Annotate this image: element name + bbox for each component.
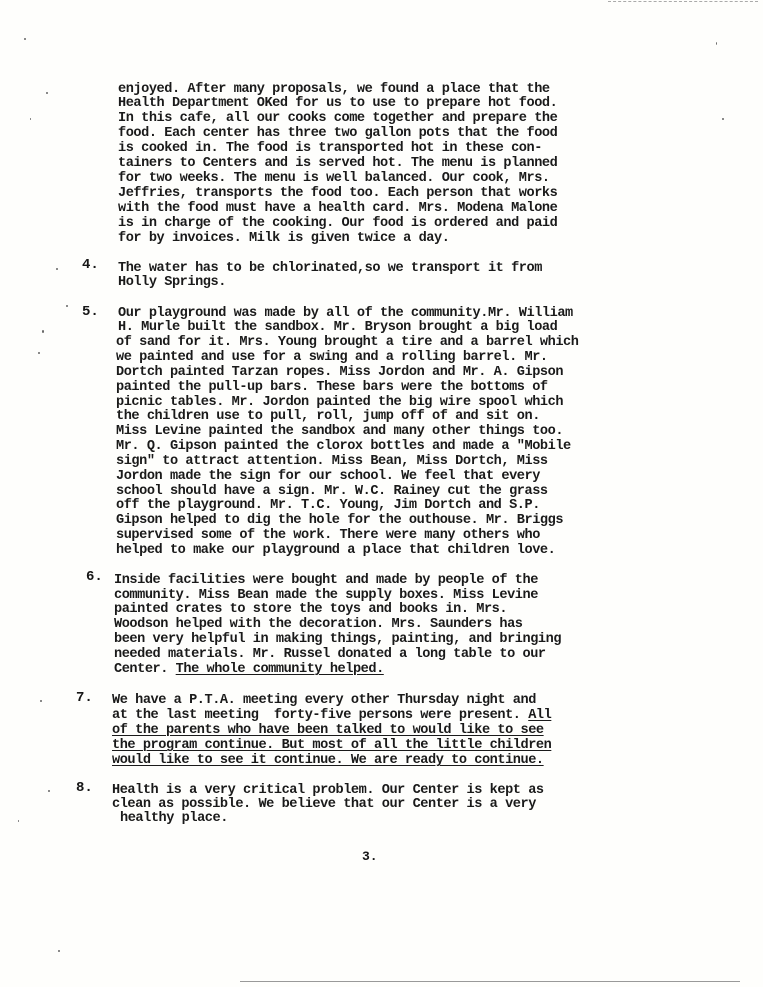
- item-number: 6.: [86, 569, 103, 585]
- text-line: school should have a sign. Mr. W.C. Rainey cut the grass: [116, 484, 548, 499]
- item-number: 4.: [82, 257, 99, 273]
- text-line: painted the pull-up bars. These bars were the bottoms of: [116, 380, 548, 395]
- text-line: helped to make our playground a place that children love.: [116, 543, 556, 558]
- underlined-text: the program continue. But most of all the little children: [112, 738, 552, 753]
- underlined-text: The whole community helped.: [175, 662, 384, 677]
- speck: [46, 92, 48, 94]
- speck: [30, 118, 31, 120]
- speck: [24, 38, 26, 40]
- text-line: In this cafe, all our cooks come together and prepare the: [118, 111, 558, 126]
- text-line: community. Miss Bean made the supply boxes. Miss Levine: [114, 588, 538, 603]
- speck: [38, 352, 40, 354]
- speck: [66, 305, 68, 307]
- text-line: the children use to pull, roll, jump off of and sit on.: [116, 409, 540, 424]
- speck: [48, 790, 50, 792]
- speck: [42, 330, 44, 333]
- item-number: 8.: [76, 780, 93, 796]
- text-line: of sand for it. Mrs. Young brought a tire and a barrel which: [116, 335, 579, 350]
- text-segment: at the last meeting forty-five persons were present.: [112, 708, 529, 723]
- text-line: for two weeks. The menu is well balanced. Our cook, Mrs.: [118, 171, 550, 186]
- text-line: Health Department OKed for us to use to prepare hot food.: [118, 96, 558, 111]
- text-line: for by invoices. Milk is given twice a day.: [118, 231, 450, 246]
- item-number: 7.: [76, 690, 93, 706]
- text-line: needed materials. Mr. Russel donated a long table to our: [114, 647, 546, 662]
- text-line: Dortch painted Tarzan ropes. Miss Jordon and Mr. A. Gipson: [116, 365, 564, 380]
- text-line: enjoyed. After many proposals, we found a place that the: [118, 82, 550, 97]
- underlined-text: of the parents who have been talked to would like to see: [112, 723, 544, 738]
- text-segment: Center.: [114, 662, 176, 677]
- speck: [18, 820, 19, 822]
- text-line: [114, 662, 384, 677]
- text-line: Miss Levine painted the sandbox and many other things too.: [116, 424, 564, 439]
- scan-edge-mark: [608, 1, 758, 2]
- text-line: H. Murle built the sandbox. Mr. Bryson brought a big load: [118, 320, 558, 335]
- text-line: Health is a very critical problem. Our Center is kept as: [112, 783, 544, 798]
- scan-edge-mark: [240, 981, 740, 982]
- text-line: healthy place.: [120, 811, 228, 826]
- text-line: Jeffries, transports the food too. Each person that works: [118, 186, 558, 201]
- text-line: is cooked in. The food is transported hot in these con-: [118, 141, 542, 156]
- speck: [716, 42, 717, 45]
- underlined-text: would like to see it continue. We are ready to continue.: [112, 753, 544, 768]
- page-number: 3.: [362, 849, 378, 864]
- text-line: [112, 708, 551, 723]
- text-line: Woodson helped with the decoration. Mrs. Saunders has: [114, 617, 523, 632]
- text-line: tainers to Centers and is served hot. The menu is planned: [118, 156, 558, 171]
- text-line: off the playground. Mr. T.C. Young, Jim Dortch and S.P.: [116, 498, 540, 513]
- text-line: clean as possible. We believe that our Center is a very: [112, 797, 536, 812]
- speck: [722, 118, 724, 120]
- text-line: Holly Springs.: [118, 275, 226, 290]
- text-line: Our playground was made by all of the community.Mr. William: [118, 306, 573, 321]
- underlined-text: All: [528, 708, 552, 723]
- text-line: Gipson helped to dig the hole for the outhouse. Mr. Briggs: [116, 513, 564, 528]
- text-line: is in charge of the cooking. Our food is ordered and paid: [118, 216, 558, 231]
- text-line: food. Each center has three two gallon pots that the food: [118, 126, 558, 141]
- speck: [58, 950, 60, 952]
- speck: [56, 268, 58, 270]
- text-line: The water has to be chlorinated,so we transport it from: [118, 261, 542, 276]
- text-line: picnic tables. Mr. Jordon painted the big wire spool which: [116, 395, 564, 410]
- text-line: We have a P.T.A. meeting every other Thursday night and: [112, 693, 536, 708]
- text-line: painted crates to store the toys and books in. Mrs.: [114, 602, 508, 617]
- text-line: Inside facilities were bought and made by people of the: [114, 573, 538, 588]
- text-line: been very helpful in making things, painting, and bringing: [114, 632, 562, 647]
- text-line: Mr. Q. Gipson painted the clorox bottles and made a "Mobile: [116, 439, 571, 454]
- text-line: we painted and use for a swing and a rolling barrel. Mr.: [116, 350, 548, 365]
- text-line: with the food must have a health card. Mrs. Modena Malone: [118, 201, 558, 216]
- speck: [40, 700, 42, 702]
- text-line: Jordon made the sign for our school. We feel that every: [116, 469, 540, 484]
- text-line: sign" to attract attention. Miss Bean, Miss Dortch, Miss: [116, 454, 548, 469]
- text-line: supervised some of the work. There were many others who: [116, 528, 540, 543]
- item-number: 5.: [82, 304, 99, 320]
